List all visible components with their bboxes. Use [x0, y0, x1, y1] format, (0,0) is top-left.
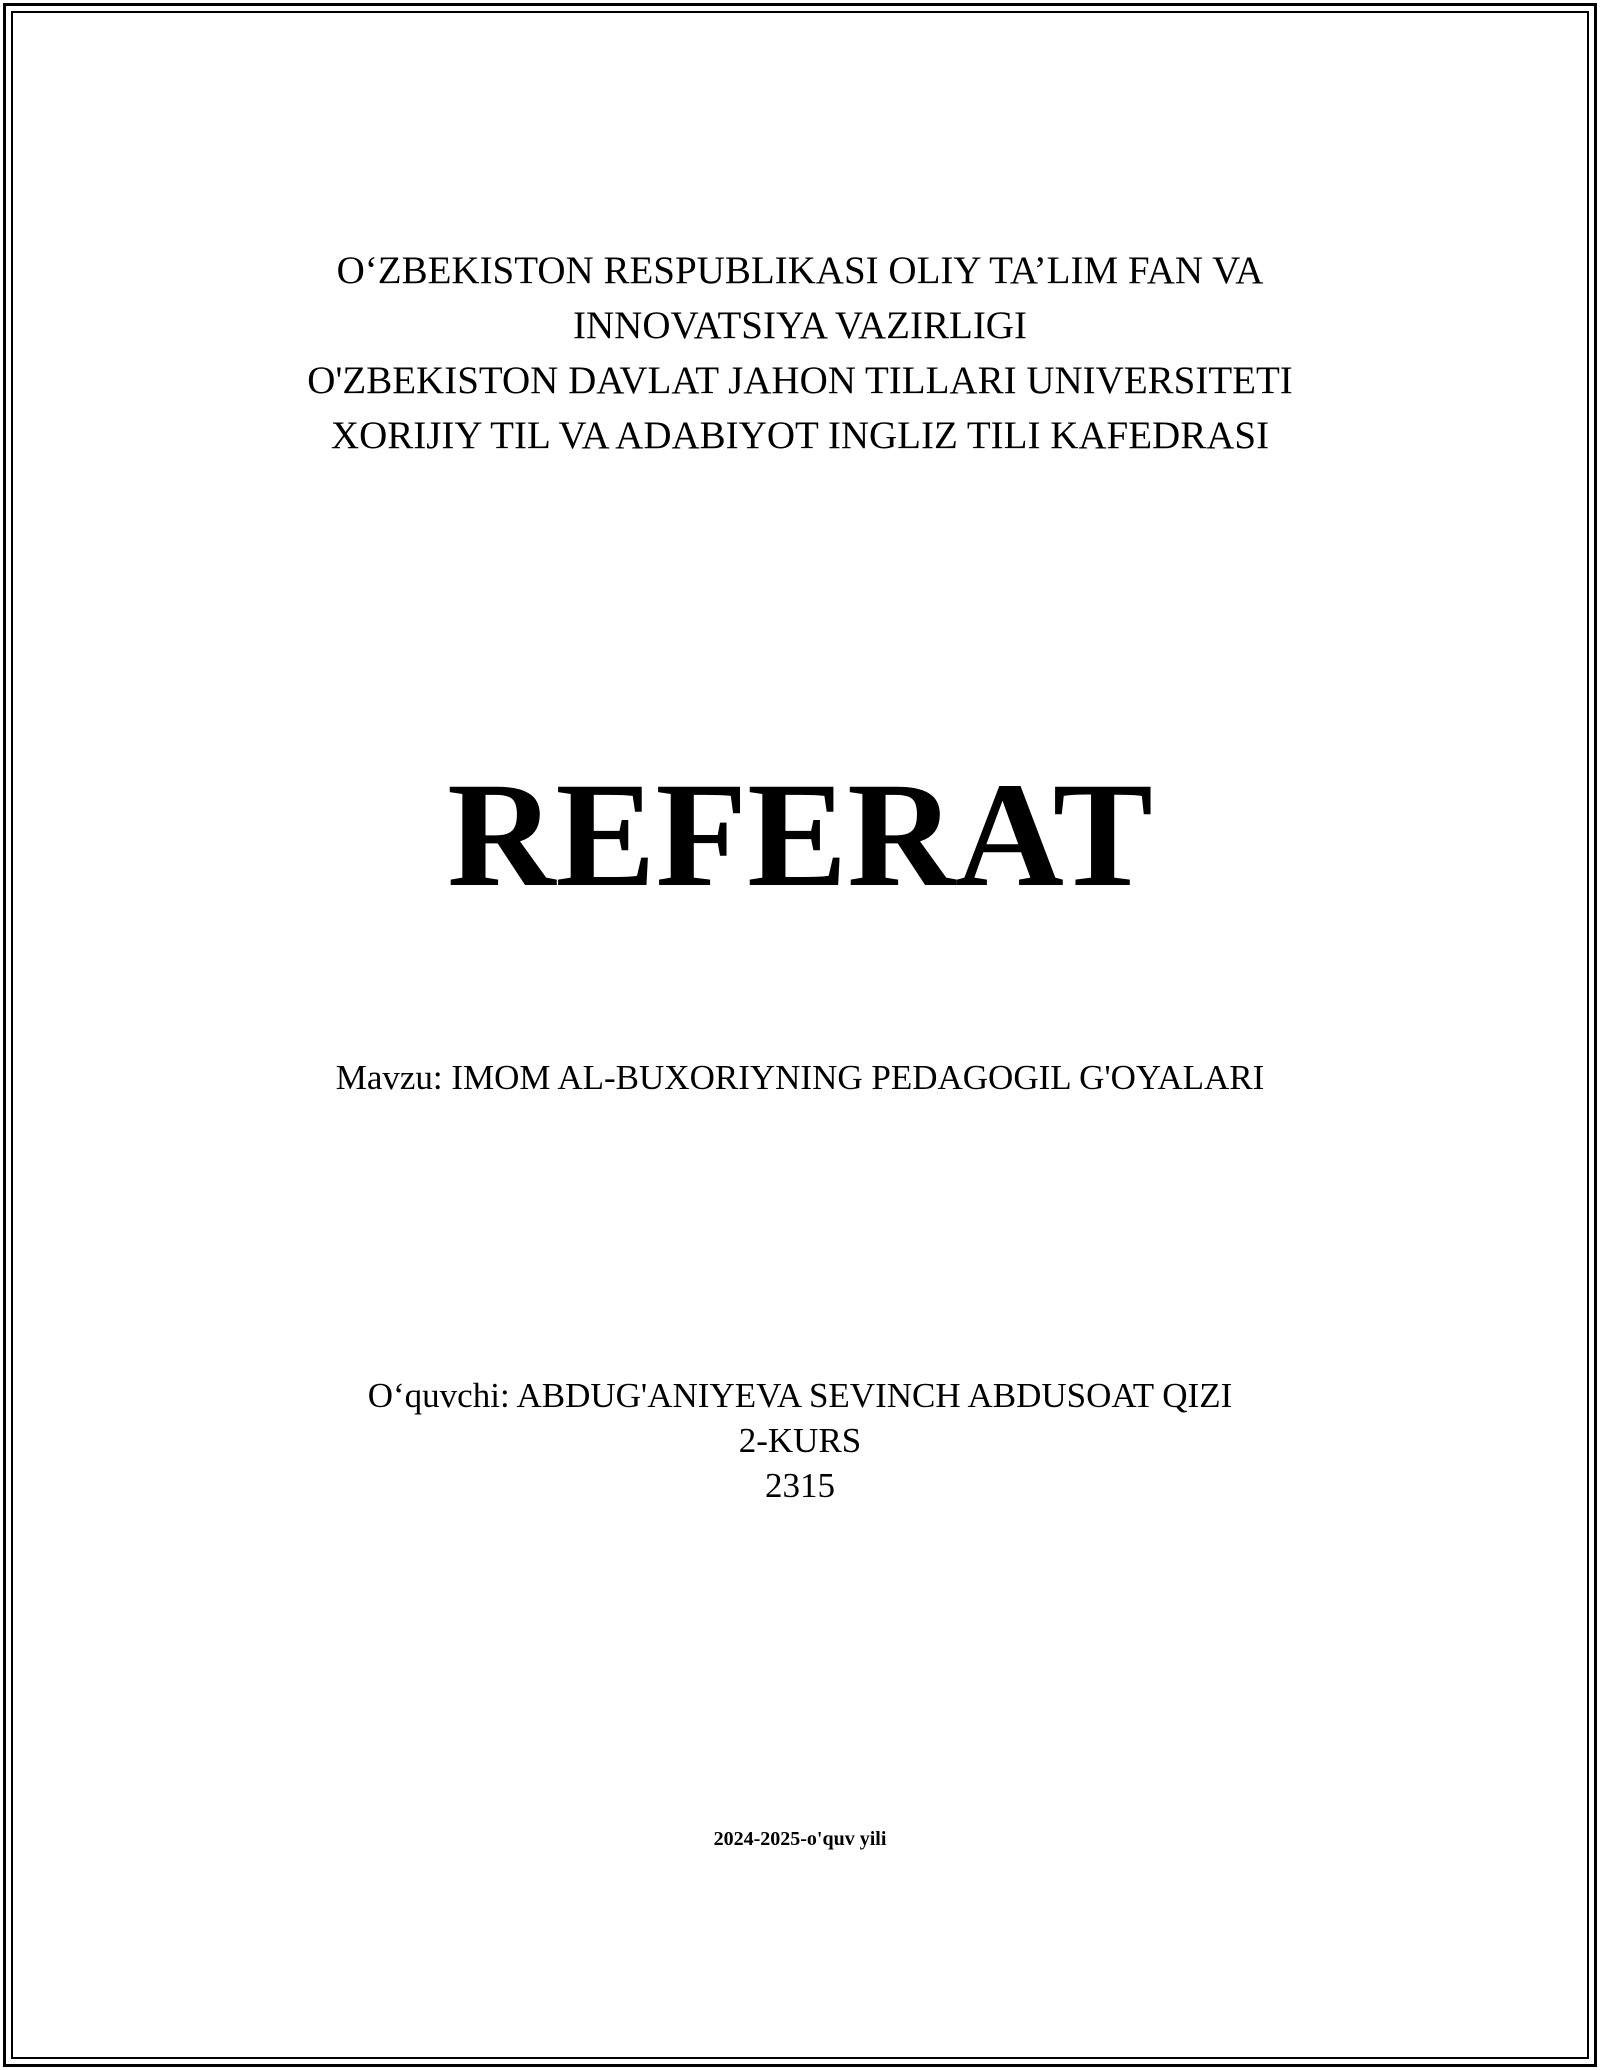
topic-line: Mavzu: IMOM AL-BUXORIYNING PEDAGOGIL G'OYALARI	[335, 1058, 1265, 1097]
student-info	[0, 1373, 1600, 1508]
institution-header	[0, 243, 1600, 463]
student-name: O‘quvchi: ABDUG'ANIYEVA SEVINCH ABDUSOAT QIZI	[367, 1376, 1233, 1415]
header-line-department: XORIJIY TIL VA ADABIYOT INGLIZ TILI KAFEDRASI	[330, 414, 1270, 457]
header-line-university: O'ZBEKISTON DAVLAT JAHON TILLARI UNIVERSITETI	[307, 359, 1293, 402]
document-title: REFERAT	[447, 752, 1153, 918]
academic-year: 2024-2025-o'quv yili	[713, 1828, 887, 1850]
student-course: 2-KURS	[738, 1421, 862, 1460]
student-group: 2315	[765, 1466, 835, 1505]
header-line-ministry-1: O‘ZBEKISTON RESPUBLIKASI OLIY TA’LIM FAN VA	[336, 249, 1264, 292]
header-line-ministry-2: INNOVATSIYA VAZIRLIGI	[573, 304, 1027, 347]
